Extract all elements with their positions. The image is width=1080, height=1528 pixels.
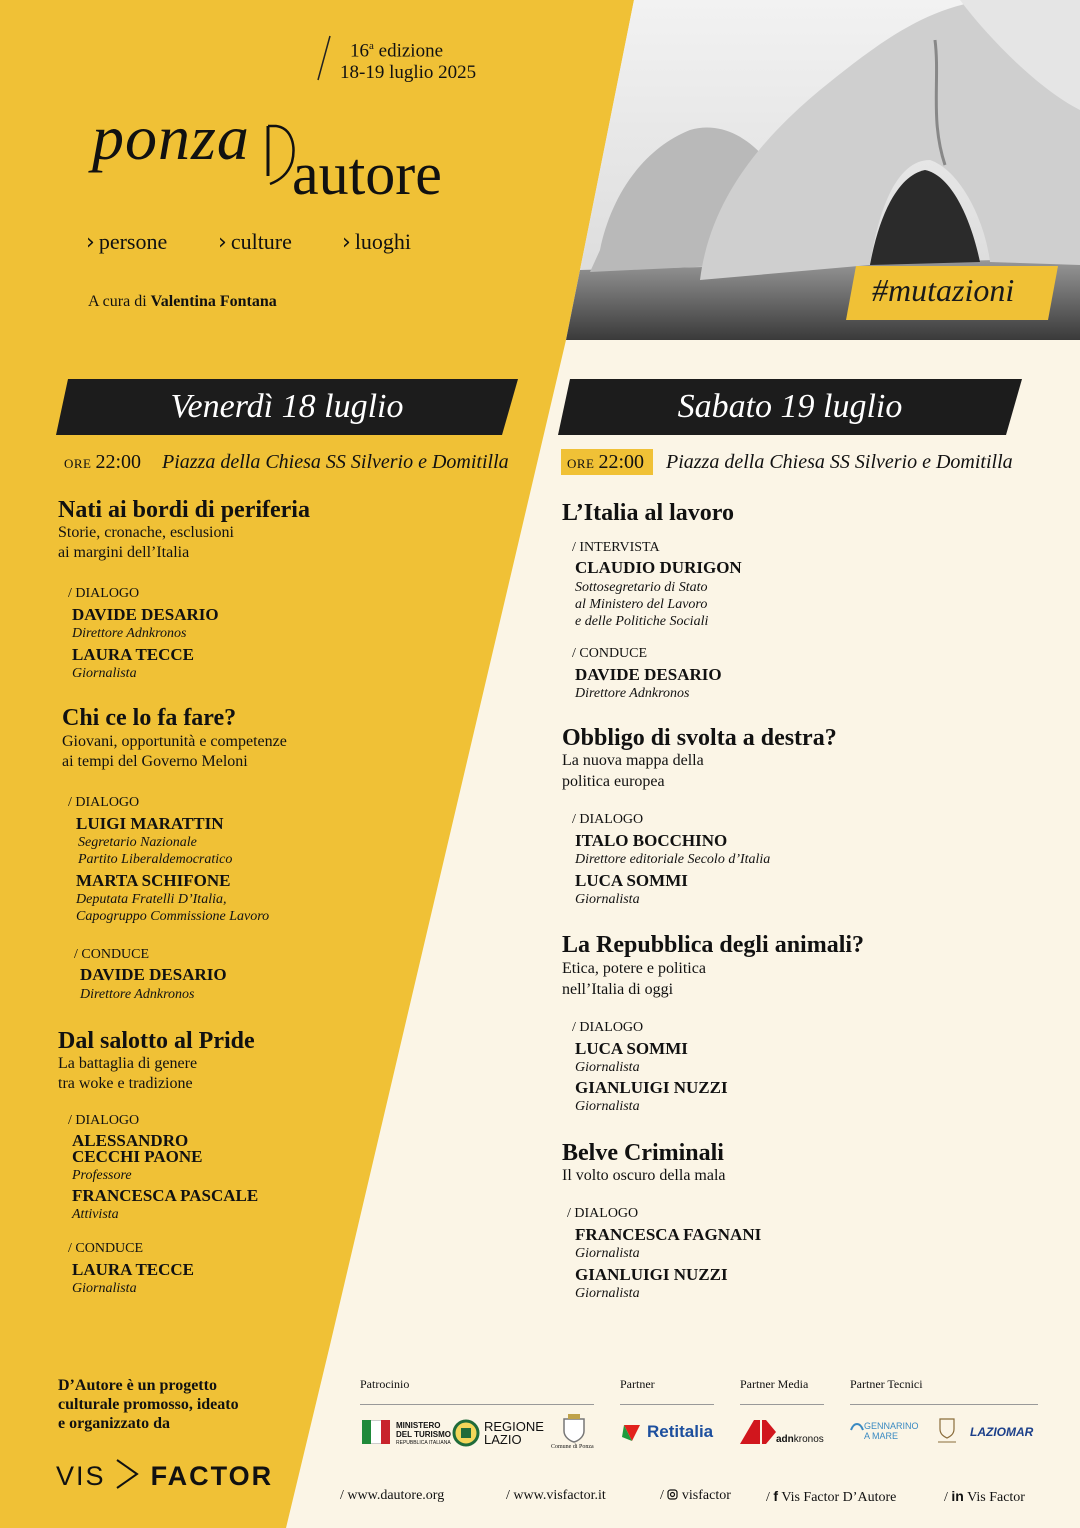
person-desc: Professore [72,1168,132,1183]
person-desc: Segretario Nazionale [78,835,197,850]
factor-word: FACTOR [150,1461,274,1491]
divider [360,1404,594,1405]
logo-regione-lazio [484,1420,544,1446]
divider [740,1404,824,1405]
event-subtitle: tra woke e tradizione [58,1075,193,1092]
person-desc: Direttore editoriale Secolo d’Italia [575,852,771,867]
hashtag: #mutazioni [872,272,1015,308]
linkedin-icon: in [951,1488,964,1504]
person-name: ITALO BOCCHINO [575,831,728,850]
person-name: FRANCESCA PASCALE [72,1186,259,1205]
event-title: Chi ce lo fa fare? [62,705,237,731]
instagram-icon [667,1489,678,1500]
link-text[interactable]: www.dautore.org [347,1488,445,1503]
ore-label: ORE [64,456,92,471]
curator-name: Valentina Fontana [150,293,277,310]
person-name: LAURA TECCE [72,645,195,664]
link-text[interactable]: www.visfactor.it [513,1488,606,1503]
role-label: / INTERVISTA [572,540,660,555]
tag-culture [218,229,292,255]
label-partner: Partner [620,1377,655,1391]
event-subtitle: Giovani, opportunità e competenze [62,733,287,750]
person-name: GIANLUIGI NUZZI [575,1078,728,1097]
person-desc: Giornalista [575,892,640,907]
visfactor-logo [56,1458,273,1492]
tag-label: culture [230,229,292,254]
person-name: CLAUDIO DURIGON [575,558,742,577]
person-desc: Giornalista [72,666,137,681]
event-subtitle: Il volto oscuro della mala [562,1167,726,1184]
person-desc: Partito Liberaldemocratico [78,852,233,867]
event-subtitle: Etica, potere e politica [562,960,706,977]
person-name: LUCA SOMMI [575,1039,688,1058]
person-desc: Giornalista [575,1060,640,1075]
person-desc: Giornalista [575,1246,640,1261]
person-desc: Giornalista [575,1099,640,1114]
link-text[interactable]: visfactor [681,1488,731,1503]
event-title: La Repubblica degli animali? [562,932,865,958]
role-label: / CONDUCE [68,1241,144,1256]
role-label: / CONDUCE [74,947,150,962]
ore-label: ORE [567,456,595,471]
vis-word: VIS [56,1461,106,1491]
person-name: FRANCESCA FAGNANI [575,1225,762,1244]
ministero-line: DEL TURISMO [396,1430,451,1439]
ministero-line: REPUBBLICA ITALIANA [396,1440,451,1446]
person-name: ALESSANDRO [72,1131,189,1150]
edition-dates: 18-19 luglio 2025 [340,62,477,83]
day2-venue: Piazza della Chiesa SS Silverio e Domitilla [666,451,1013,473]
edition-label [350,34,443,63]
person-name: MARTA SCHIFONE [76,871,231,890]
gennarino-line: GENNARINO [864,1421,919,1431]
person-name: DAVIDE DESARIO [72,605,219,624]
event-subtitle: La battaglia di genere [58,1055,198,1072]
link-text[interactable]: Vis Factor D’Autore [781,1490,897,1505]
tag-luoghi [342,229,411,255]
person-desc: Sottosegretario di Stato [575,580,708,595]
person-name: LAURA TECCE [72,1260,195,1279]
label-partner-media: Partner Media [740,1377,809,1391]
italy-flag-icon [362,1420,390,1444]
chevron-right-icon: › [342,230,351,255]
event-title: Nati ai bordi di periferia [58,497,310,523]
edition-word: edizione [378,40,443,62]
curator-prefix: A cura di [88,293,147,310]
label-partner-tecnici: Partner Tecnici [850,1377,923,1391]
event-title: Belve Criminali [562,1140,724,1166]
person-desc: Giornalista [72,1281,137,1296]
day1-title: Venerdì 18 luglio [170,388,404,425]
person-desc: Direttore Adnkronos [72,626,187,641]
link-visfactor[interactable]: / www.visfactor.it [506,1488,606,1503]
tag-label: persone [98,229,168,254]
footer-yellow-panel [0,1345,330,1528]
logo-gennarino [864,1421,919,1441]
label-patrocinio: Patrocinio [360,1377,410,1391]
day1-time: 22:00 [95,451,142,473]
person-name: LUCA SOMMI [575,871,688,890]
logo-ponza: ponza [92,102,250,173]
comune-label: Comune di Ponza [551,1444,594,1450]
logo-autore: autore [292,141,442,207]
person-desc: e delle Politiche Sociali [575,614,709,629]
regione-line: REGIONE [484,1419,544,1434]
logo-laziomar: LAZIOMAR [970,1425,1034,1439]
promo-line: D’Autore è un progetto [58,1377,217,1394]
tag-label: luoghi [354,229,412,254]
person-name: CECCHI PAONE [72,1147,203,1166]
adnkronos-mark-icon [740,1418,776,1446]
link-facebook[interactable]: / f Vis Factor D’Autore [766,1488,897,1505]
role-label: / DIALOGO [572,812,644,827]
hotel-crest-icon [934,1415,960,1445]
day2-time: 22:00 [598,451,645,473]
gennarino-line: A MARE [864,1431,899,1441]
curator-line [88,293,277,311]
role-label: / DIALOGO [68,1113,140,1128]
person-name: DAVIDE DESARIO [80,965,227,984]
person-desc: Attivista [72,1207,119,1222]
day1-time-box [58,449,148,475]
link-linkedin[interactable]: / in Vis Factor [944,1488,1025,1505]
logo-ministero [396,1421,451,1448]
divider [850,1404,1038,1405]
event-title: Obbligo di svolta a destra? [562,725,837,751]
person-desc: al Ministero del Lavoro [575,597,708,612]
person-name: DAVIDE DESARIO [575,665,722,684]
day2-title: Sabato 19 luglio [677,388,903,425]
promo-line: culturale promosso, ideato [58,1396,239,1413]
tag-persone [86,229,167,255]
ministero-line: MINISTERO [396,1421,441,1430]
day1-venue: Piazza della Chiesa SS Silverio e Domitilla [162,451,509,473]
comune-ponza-crest-icon [560,1413,588,1443]
link-dautore[interactable]: / www.dautore.org [340,1488,445,1503]
divider [620,1404,714,1405]
person-desc: Direttore Adnkronos [80,987,195,1002]
promo-line: e organizzato da [58,1415,170,1432]
event-subtitle: politica europea [562,773,665,790]
regione-line: LAZIO [484,1432,522,1447]
chevron-right-icon: › [86,230,95,255]
role-label: / DIALOGO [567,1206,639,1221]
link-instagram[interactable]: / visfactor [660,1488,731,1503]
event-title: Dal salotto al Pride [58,1028,255,1054]
role-label: / DIALOGO [68,795,140,810]
adn-part: adn [776,1434,794,1445]
kronos-part: kronos [793,1434,824,1445]
person-desc: Giornalista [575,1286,640,1301]
visfactor-chevron-icon [115,1458,141,1490]
person-name: GIANLUIGI NUZZI [575,1265,728,1284]
chevron-right-icon: › [218,230,227,255]
link-text[interactable]: Vis Factor [967,1490,1025,1505]
facebook-icon: f [773,1488,779,1504]
edition-number: 16 [350,40,369,62]
role-label: / CONDUCE [572,646,648,661]
person-name: LUIGI MARATTIN [76,814,224,833]
day2-time-box [561,449,653,475]
person-desc: Deputata Fratelli D’Italia, [76,892,227,907]
event-title: L’Italia al lavoro [562,500,735,526]
event-subtitle: nell’Italia di oggi [562,981,674,998]
event-subtitle: ai tempi del Governo Meloni [62,753,248,770]
role-label: / DIALOGO [68,586,140,601]
role-label: / DIALOGO [572,1020,644,1035]
logo-adnkronos [776,1434,824,1445]
event-subtitle: ai margini dell’Italia [58,544,190,561]
logo-retitalia: Retitalia [647,1422,714,1441]
edition-sup: a [369,40,374,52]
retitalia-mark-icon [620,1421,644,1443]
event-subtitle: Storie, cronache, esclusioni [58,524,234,541]
event-subtitle: La nuova mappa della [562,752,704,769]
person-desc: Direttore Adnkronos [575,686,690,701]
person-desc: Capogruppo Commissione Lavoro [76,909,270,924]
regione-lazio-emblem-icon [452,1419,480,1447]
gennarino-wave-icon [850,1420,864,1434]
